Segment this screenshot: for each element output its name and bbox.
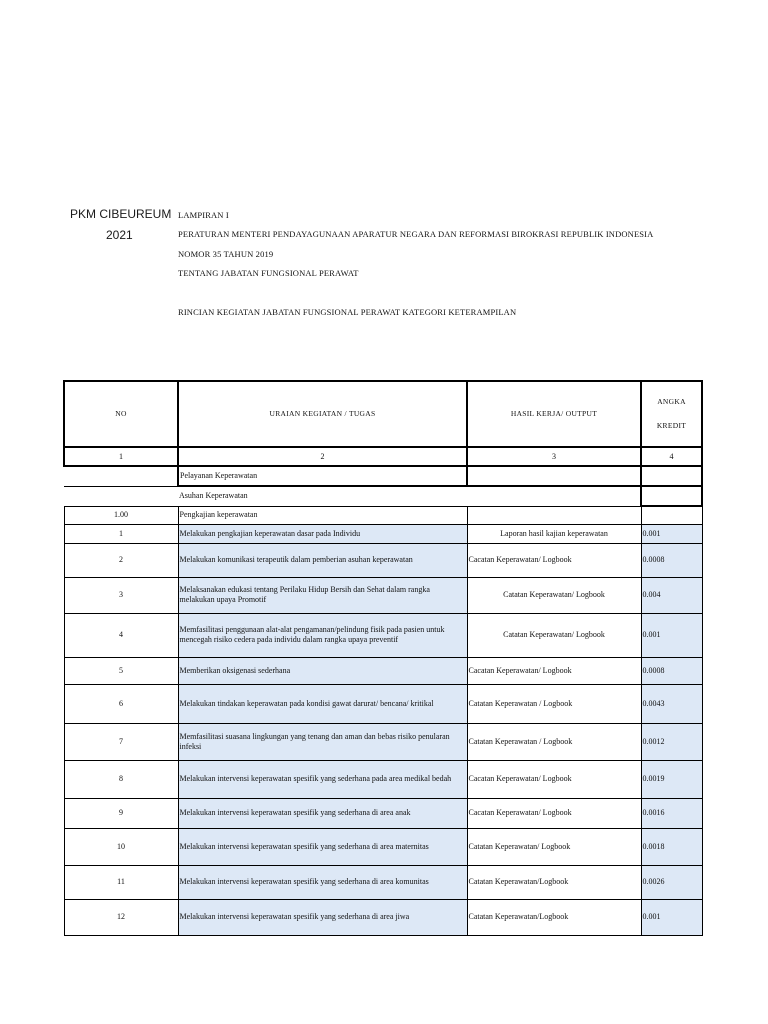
table-row: [64, 828, 702, 865]
row-kredit: 0.0008: [641, 543, 702, 577]
nomor-label: NOMOR 35 TAHUN 2019: [178, 249, 274, 259]
section-pelayanan: Pelayanan Keperawatan: [178, 466, 467, 486]
subsection-label: Pengkajian keperawatan: [178, 506, 467, 524]
row-number: 8: [64, 760, 178, 798]
row-uraian: Memfasilitasi penggunaan alat-alat pengamanan/pelindung fisik pada pasien untuk mencegah risiko cedera pada individu dalam rangka upaya preventif: [178, 613, 467, 657]
col-header-angka: ANGKA: [657, 397, 686, 406]
peraturan-line-clip: [178, 229, 702, 239]
row-uraian: Melakukan intervensi keperawatan spesifik yang sederhana di area anak: [178, 798, 467, 828]
row-number: 5: [64, 657, 178, 684]
table-row: [64, 543, 702, 577]
row-number: 11: [64, 865, 178, 899]
lampiran-label: LAMPIRAN I: [178, 210, 229, 220]
row-uraian: Melakukan intervensi keperawatan spesifik yang sederhana di area maternitas: [178, 828, 467, 865]
row-uraian: Melakukan pengkajian keperawatan dasar pada Individu: [178, 524, 467, 543]
subsection-row: [64, 506, 702, 524]
col-header-uraian: URAIAN KEGIATAN / TUGAS: [178, 381, 467, 447]
row-hasil: Catatan Keperawatan/ Logbook: [467, 613, 641, 657]
table-row: [64, 865, 702, 899]
row-uraian: Memfasilitasi suasana lingkungan yang tenang dan aman dan bebas risiko penularan infeksi: [178, 723, 467, 760]
row-number: 7: [64, 723, 178, 760]
row-hasil: Catatan Keperawatan/ Logbook: [467, 828, 641, 865]
row-kredit: 0.001: [641, 613, 702, 657]
subsection-number: 1.00: [64, 506, 178, 524]
table-row: [64, 723, 702, 760]
table-row: [64, 577, 702, 613]
row-hasil: Cacatan Keperawatan/ Logbook: [467, 798, 641, 828]
row-hasil: Catatan Keperawatan/ Logbook: [467, 577, 641, 613]
row-number: 4: [64, 613, 178, 657]
col-header-kredit: KREDIT: [656, 421, 687, 430]
row-hasil: Cacatan Keperawatan/ Logbook: [467, 760, 641, 798]
row-number: 3: [64, 577, 178, 613]
row-kredit: 0.0026: [641, 865, 702, 899]
row-kredit: 0.0043: [641, 684, 702, 723]
row-uraian: Memberikan oksigenasi sederhana: [178, 657, 467, 684]
row-kredit: 0.0019: [641, 760, 702, 798]
table-row: [64, 684, 702, 723]
row-number: 9: [64, 798, 178, 828]
row-kredit: 0.0008: [641, 657, 702, 684]
row-kredit: 0.001: [641, 524, 702, 543]
col-number-4: 4: [641, 447, 702, 466]
peraturan-title: PERATURAN MENTERI PENDAYAGUNAAN APARATUR NEGARA DAN REFORMASI BIROKRASI REPUBLIK INDONESIA: [178, 229, 654, 239]
row-uraian: Melakukan intervensi keperawatan spesifik yang sederhana pada area medikal bedah: [178, 760, 467, 798]
section-row-asuhan: [64, 486, 702, 506]
row-uraian: Melakukan komunikasi terapeutik dalam pemberian asuhan keperawatan: [178, 543, 467, 577]
row-number: 6: [64, 684, 178, 723]
section-row-pelayanan: [64, 466, 702, 486]
table-row: [64, 899, 702, 935]
col-number-3: 3: [467, 447, 641, 466]
row-number: 12: [64, 899, 178, 935]
activity-table: [63, 380, 703, 936]
row-uraian: Melakukan intervensi keperawatan spesifik yang sederhana di area jiwa: [178, 899, 467, 935]
row-kredit: 0.0012: [641, 723, 702, 760]
row-hasil: Catatan Keperawatan / Logbook: [467, 723, 641, 760]
row-kredit: 0.0016: [641, 798, 702, 828]
col-number-1: 1: [64, 447, 178, 466]
tentang-label: TENTANG JABATAN FUNGSIONAL PERAWAT: [178, 268, 359, 278]
row-kredit: 0.004: [641, 577, 702, 613]
table-row: [64, 798, 702, 828]
row-number: 10: [64, 828, 178, 865]
column-number-row: [64, 447, 702, 466]
rincian-title: RINCIAN KEGIATAN JABATAN FUNGSIONAL PERAWAT KATEGORI KETERAMPILAN: [178, 307, 517, 317]
document-year: 2021: [106, 228, 133, 242]
row-hasil: Catatan Keperawatan/Logbook: [467, 899, 641, 935]
table-row: [64, 657, 702, 684]
row-uraian: Melaksanakan edukasi tentang Perilaku Hidup Bersih dan Sehat dalam rangka melakukan upaya Promotif: [178, 577, 467, 613]
col-header-no: NO: [64, 381, 178, 447]
col-number-2: 2: [178, 447, 467, 466]
organization-name: PKM CIBEUREUM: [70, 207, 172, 221]
table-row: [64, 613, 702, 657]
col-header-angka-kredit: [641, 381, 702, 447]
col-header-hasil: HASIL KERJA/ OUTPUT: [467, 381, 641, 447]
table-header-row: [64, 381, 702, 447]
table-row: [64, 524, 702, 543]
row-number: 2: [64, 543, 178, 577]
row-number: 1: [64, 524, 178, 543]
row-uraian: Melakukan tindakan keperawatan pada kondisi gawat darurat/ bencana/ kritikal: [178, 684, 467, 723]
row-kredit: 0.0018: [641, 828, 702, 865]
row-hasil: Cacatan Keperawatan/ Logbook: [467, 657, 641, 684]
row-hasil: Catatan Keperawatan / Logbook: [467, 684, 641, 723]
section-asuhan: Asuhan Keperawatan: [178, 486, 641, 506]
row-hasil: Catatan Keperawatan/Logbook: [467, 865, 641, 899]
row-hasil: Laporan hasil kajian keperawatan: [467, 524, 641, 543]
row-kredit: 0.001: [641, 899, 702, 935]
table-row: [64, 760, 702, 798]
row-uraian: Melakukan intervensi keperawatan spesifik yang sederhana di area komunitas: [178, 865, 467, 899]
row-hasil: Cacatan Keperawatan/ Logbook: [467, 543, 641, 577]
